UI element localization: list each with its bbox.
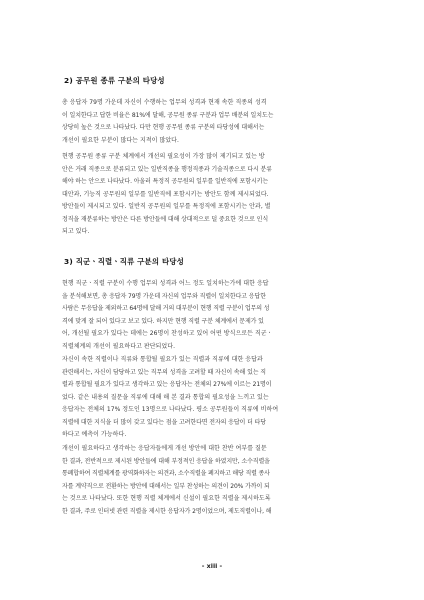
text-line: 한 결과, 전반적으로 제시된 방안들에 대해 부정적인 응답을 하였지만, 소수직렬을 bbox=[62, 457, 270, 465]
text-line: 정직을 재분류하는 방안은 다른 방안들에 대해 상대적으로 덜 중요한 것으로 인식 bbox=[62, 215, 269, 223]
section-3-paragraph-3 bbox=[62, 443, 364, 518]
section-3-paragraph-1 bbox=[62, 278, 364, 353]
text-line: 자를 계약직으로 전환하는 방안에 대해서는 일부 찬성하는 의견이 20% 가까이 되 bbox=[62, 482, 270, 490]
text-line: 통폐합하여 직렬체계를 광역화하자는 의견과, 소수직렬을 폐지하고 해당 직렬 종사 bbox=[62, 470, 270, 478]
section-2-paragraph-2 bbox=[62, 151, 364, 239]
text-line: 개선이 필요한 부분이 많다는 지적이 많았다. bbox=[62, 136, 179, 144]
section-heading-3: 3) 직군ㆍ직렬ㆍ직류 구분의 타당성 bbox=[64, 257, 184, 266]
text-line: 직렬체계의 개선이 필요하다고 판단되었다. bbox=[62, 342, 176, 350]
text-line: 총 응답자 79명 가운데 자신이 수행하는 업무의 성격과 현재 속한 직종의 성격 bbox=[62, 99, 267, 106]
text-line: 관련해서는, 자신이 담당하고 있는 직무의 성격을 고려할 때 자신이 속해 있는 직 bbox=[62, 368, 266, 376]
text-line: 사람은 무응답을 제외하고 64명에 달해 거의 대부분이 현행 직렬 구분이 업무의 성 bbox=[62, 305, 270, 313]
text-line: 개선이 필요하다고 생각하는 응답자들에게 개선 방안에 대한 찬반 여부를 질문 bbox=[62, 445, 267, 452]
text-line: 상당히 높은 것으로 나타났다. 다만 현행 공무원 종류 구분의 타당성에 대해서는 bbox=[62, 124, 265, 132]
text-line: 해야 하는 안으로 나타났다. 아울러 특정직 공무원의 일부를 일반직에 포함시키는 bbox=[62, 178, 269, 186]
text-line: 는 것으로 나타났다. 또한 현행 직렬 체계에서 신설이 필요한 직렬을 제시하도록 bbox=[62, 495, 271, 503]
text-line: 격에 맞게 잘 되어 있다고 보고 있다. 하지만 현행 직렬 구분 체계에서 문제가 있 bbox=[62, 317, 264, 325]
text-line: 한 결과, 주로 인터넷 관련 직렬을 제시한 응답자가 2명이었으며, 제도직렬이나, 해 bbox=[62, 507, 272, 515]
text-line: 직렬에 대한 지식을 더 많이 갖고 있다는 점을 고려한다면 전자의 응답이 더 타당 bbox=[62, 418, 266, 426]
text-line: 대안과, 기능직 공무원의 일부를 일반직에 포함시키는 방안도 함께 제시되었다. bbox=[62, 190, 269, 198]
text-line: 어, 개선될 필요가 있다는 데에는 26명이 찬성하고 있어 어떤 방식으로든 직군ㆍ bbox=[62, 330, 273, 338]
text-line: 렬과 통합될 필요가 있다고 생각하고 있는 응답자는 전체의 27%에 이르는 21명이 bbox=[62, 381, 272, 389]
text-line: 안은 거래 직종으로 분류되고 있는 일반직종을 행정직종과 기술직종으로 다시 분류 bbox=[62, 165, 272, 173]
text-line: 응답자는 전체의 17% 정도인 13명으로 나타났다. 평소 공무원들이 직류에 비하여 bbox=[62, 406, 279, 414]
text-line: 현행 공무원 종류 구분 체계에서 개선의 필요성이 가장 많이 제기되고 있는 방 bbox=[62, 153, 265, 160]
text-line: 자신이 속한 직렬이나 직류와 통합될 필요가 있는 직렬과 직류에 대한 응답과 bbox=[62, 356, 263, 363]
text-line: 되고 있다. bbox=[62, 228, 90, 236]
text-line: 하다고 예측이 가능하다. bbox=[62, 431, 127, 439]
text-line: 었다. 같은 내용의 질문을 직류에 대해 해 본 결과 통합의 필요성을 느끼고 있는 bbox=[62, 393, 269, 401]
text-line: 이 일치한다고 답한 비율은 81%에 달해, 공무원 종류 구분과 업무 배분의 일치도는 bbox=[62, 111, 274, 119]
section-2-paragraph-1 bbox=[62, 97, 364, 147]
text-line: 현행 직군ㆍ직렬 구분이 수행 업무의 성격과 어느 정도 일치하는가에 대한 응답 bbox=[62, 280, 269, 287]
text-line: 을 분석해보면, 총 응답자 79명 가운데 자신의 업무와 직렬이 일치한다고 응답한 bbox=[62, 292, 266, 300]
page-number: - xiii - bbox=[201, 562, 223, 570]
section-3-paragraph-2 bbox=[62, 354, 364, 442]
text-line: 방안들이 제시되고 있다. 일반직 공무원의 일부를 특정직에 포함시키는 안과, 별 bbox=[62, 203, 271, 211]
section-heading-2: 2) 공무원 종류 구분의 타당성 bbox=[64, 76, 165, 85]
